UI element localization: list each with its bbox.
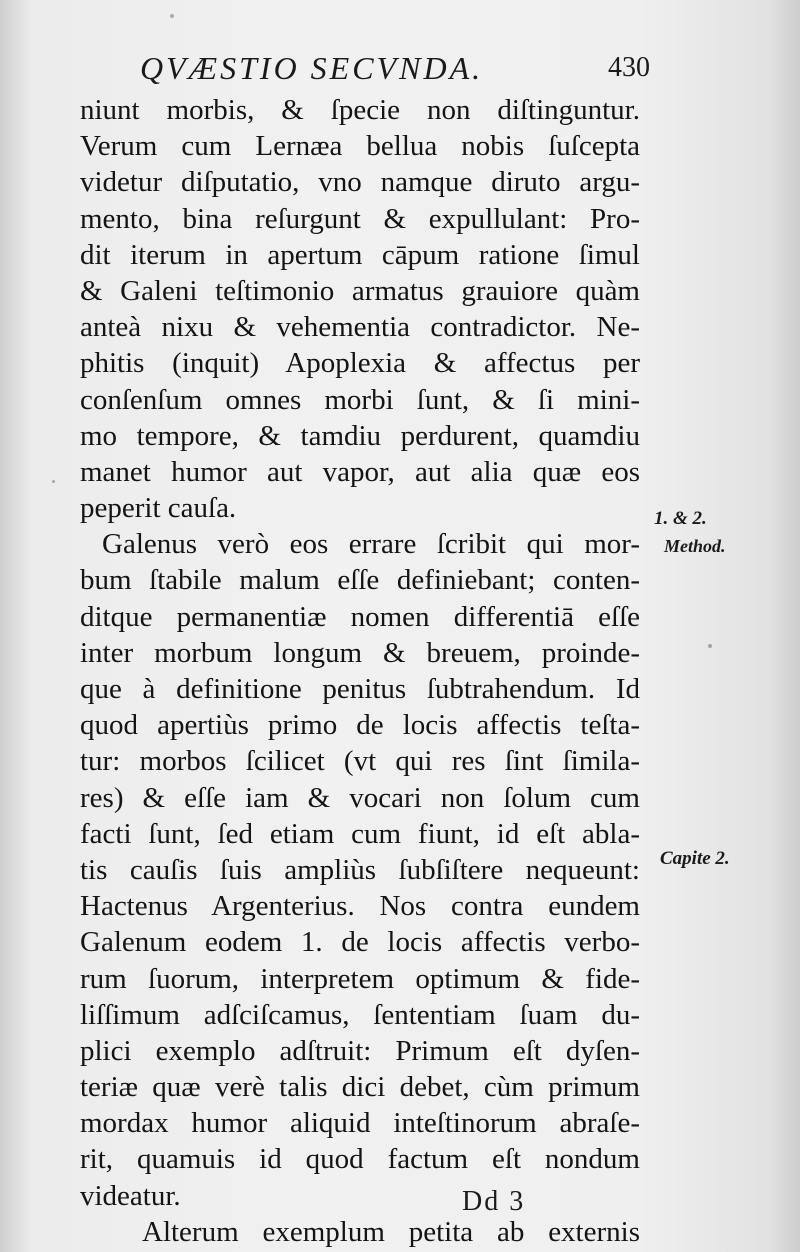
- text-line: que à definitione penitus ſubtrahendum. Id: [80, 673, 640, 705]
- text-line: videtur diſputatio, vno namque diruto argu-: [80, 166, 640, 199]
- text-line: plici exemplo adſtruit: Primum eſt dyſen-: [80, 1034, 640, 1067]
- text-line: tis cauſis ſuis ampliùs ſubſiſtere nequeunt:: [80, 853, 640, 886]
- paper-speck: [170, 14, 174, 18]
- text-line: inter morbum longum & breuem, proinde-: [80, 636, 640, 669]
- text-line: tur: morbos ſcilicet (vt qui res ſint ſimila-: [80, 745, 640, 778]
- page-number: 430: [608, 52, 650, 83]
- text-line: videatur.: [80, 1179, 181, 1212]
- text-line: teriæ quæ verè talis dici debet, cùm primum: [80, 1071, 640, 1104]
- text-line: phitis (inquit) Apoplexia & affectus per: [80, 347, 640, 380]
- text-line: conſenſum omnes morbi ſunt, & ſi mini-: [80, 383, 640, 416]
- text-line: bum ſtabile malum eſſe definiebant; conten-: [80, 564, 640, 597]
- text-line: Verum cum Lernæa bellua nobis ſuſcepta: [80, 130, 640, 163]
- text-line: facti ſunt, ſed etiam cum fiunt, id eſt abla-: [80, 817, 640, 850]
- body-text: [80, 92, 640, 1250]
- text-line: Hactenus Argenterius. Nos contra eundem: [80, 890, 640, 923]
- signature-mark: Dd 3: [462, 1186, 526, 1217]
- text-line: mordax humor aliquid inteſtinorum abraſe-: [80, 1107, 640, 1140]
- text-line: quod apertiùs primo de locis affectis teſta-: [80, 709, 640, 742]
- text-line: liſſimum adſciſcamus, ſententiam ſuam du-: [80, 998, 640, 1031]
- text-line: res) & eſſe iam & vocari non ſolum cum: [80, 781, 640, 814]
- text-line: manet humor aut vapor, aut alia quæ eos: [80, 455, 640, 488]
- running-head: QVÆSTIO SECVNDA.: [140, 50, 484, 86]
- text-line: Galenum eodem 1. de locis affectis verbo-: [80, 926, 640, 959]
- text-line: niunt morbis, & ſpecie non diſtinguntur.: [80, 94, 640, 126]
- text-line: rit, quamuis id quod factum eſt nondum: [80, 1143, 640, 1176]
- text-line: dit iterum in apertum cāpum ratione ſimul: [80, 238, 640, 271]
- text-line: rum ſuorum, interpretem optimum & fide-: [80, 962, 640, 995]
- page-header: [140, 50, 650, 94]
- margin-note: Method.: [664, 536, 726, 556]
- text-line: anteà nixu & vehementia contradictor. Ne-: [80, 311, 640, 344]
- margin-note: 1. & 2.: [654, 508, 707, 529]
- paper-speck: [52, 480, 55, 483]
- text-line: mo tempore, & tamdiu perdurent, quamdiu: [80, 419, 640, 452]
- text-line: mento, bina reſurgunt & expullulant: Pro-: [80, 202, 640, 235]
- text-line: Galenus verò eos errare ſcribit qui mor-: [102, 528, 640, 561]
- text-line: peperit cauſa.: [80, 492, 237, 525]
- text-line: Alterum exemplum petita ab externis: [142, 1215, 640, 1248]
- text-line: ditque permanentiæ nomen differentiā eſſe: [80, 600, 640, 633]
- paper-speck: [708, 644, 712, 648]
- text-line: & Galeni teſtimonio armatus grauiore quàm: [80, 274, 640, 307]
- margin-note: Capite 2.: [660, 848, 730, 869]
